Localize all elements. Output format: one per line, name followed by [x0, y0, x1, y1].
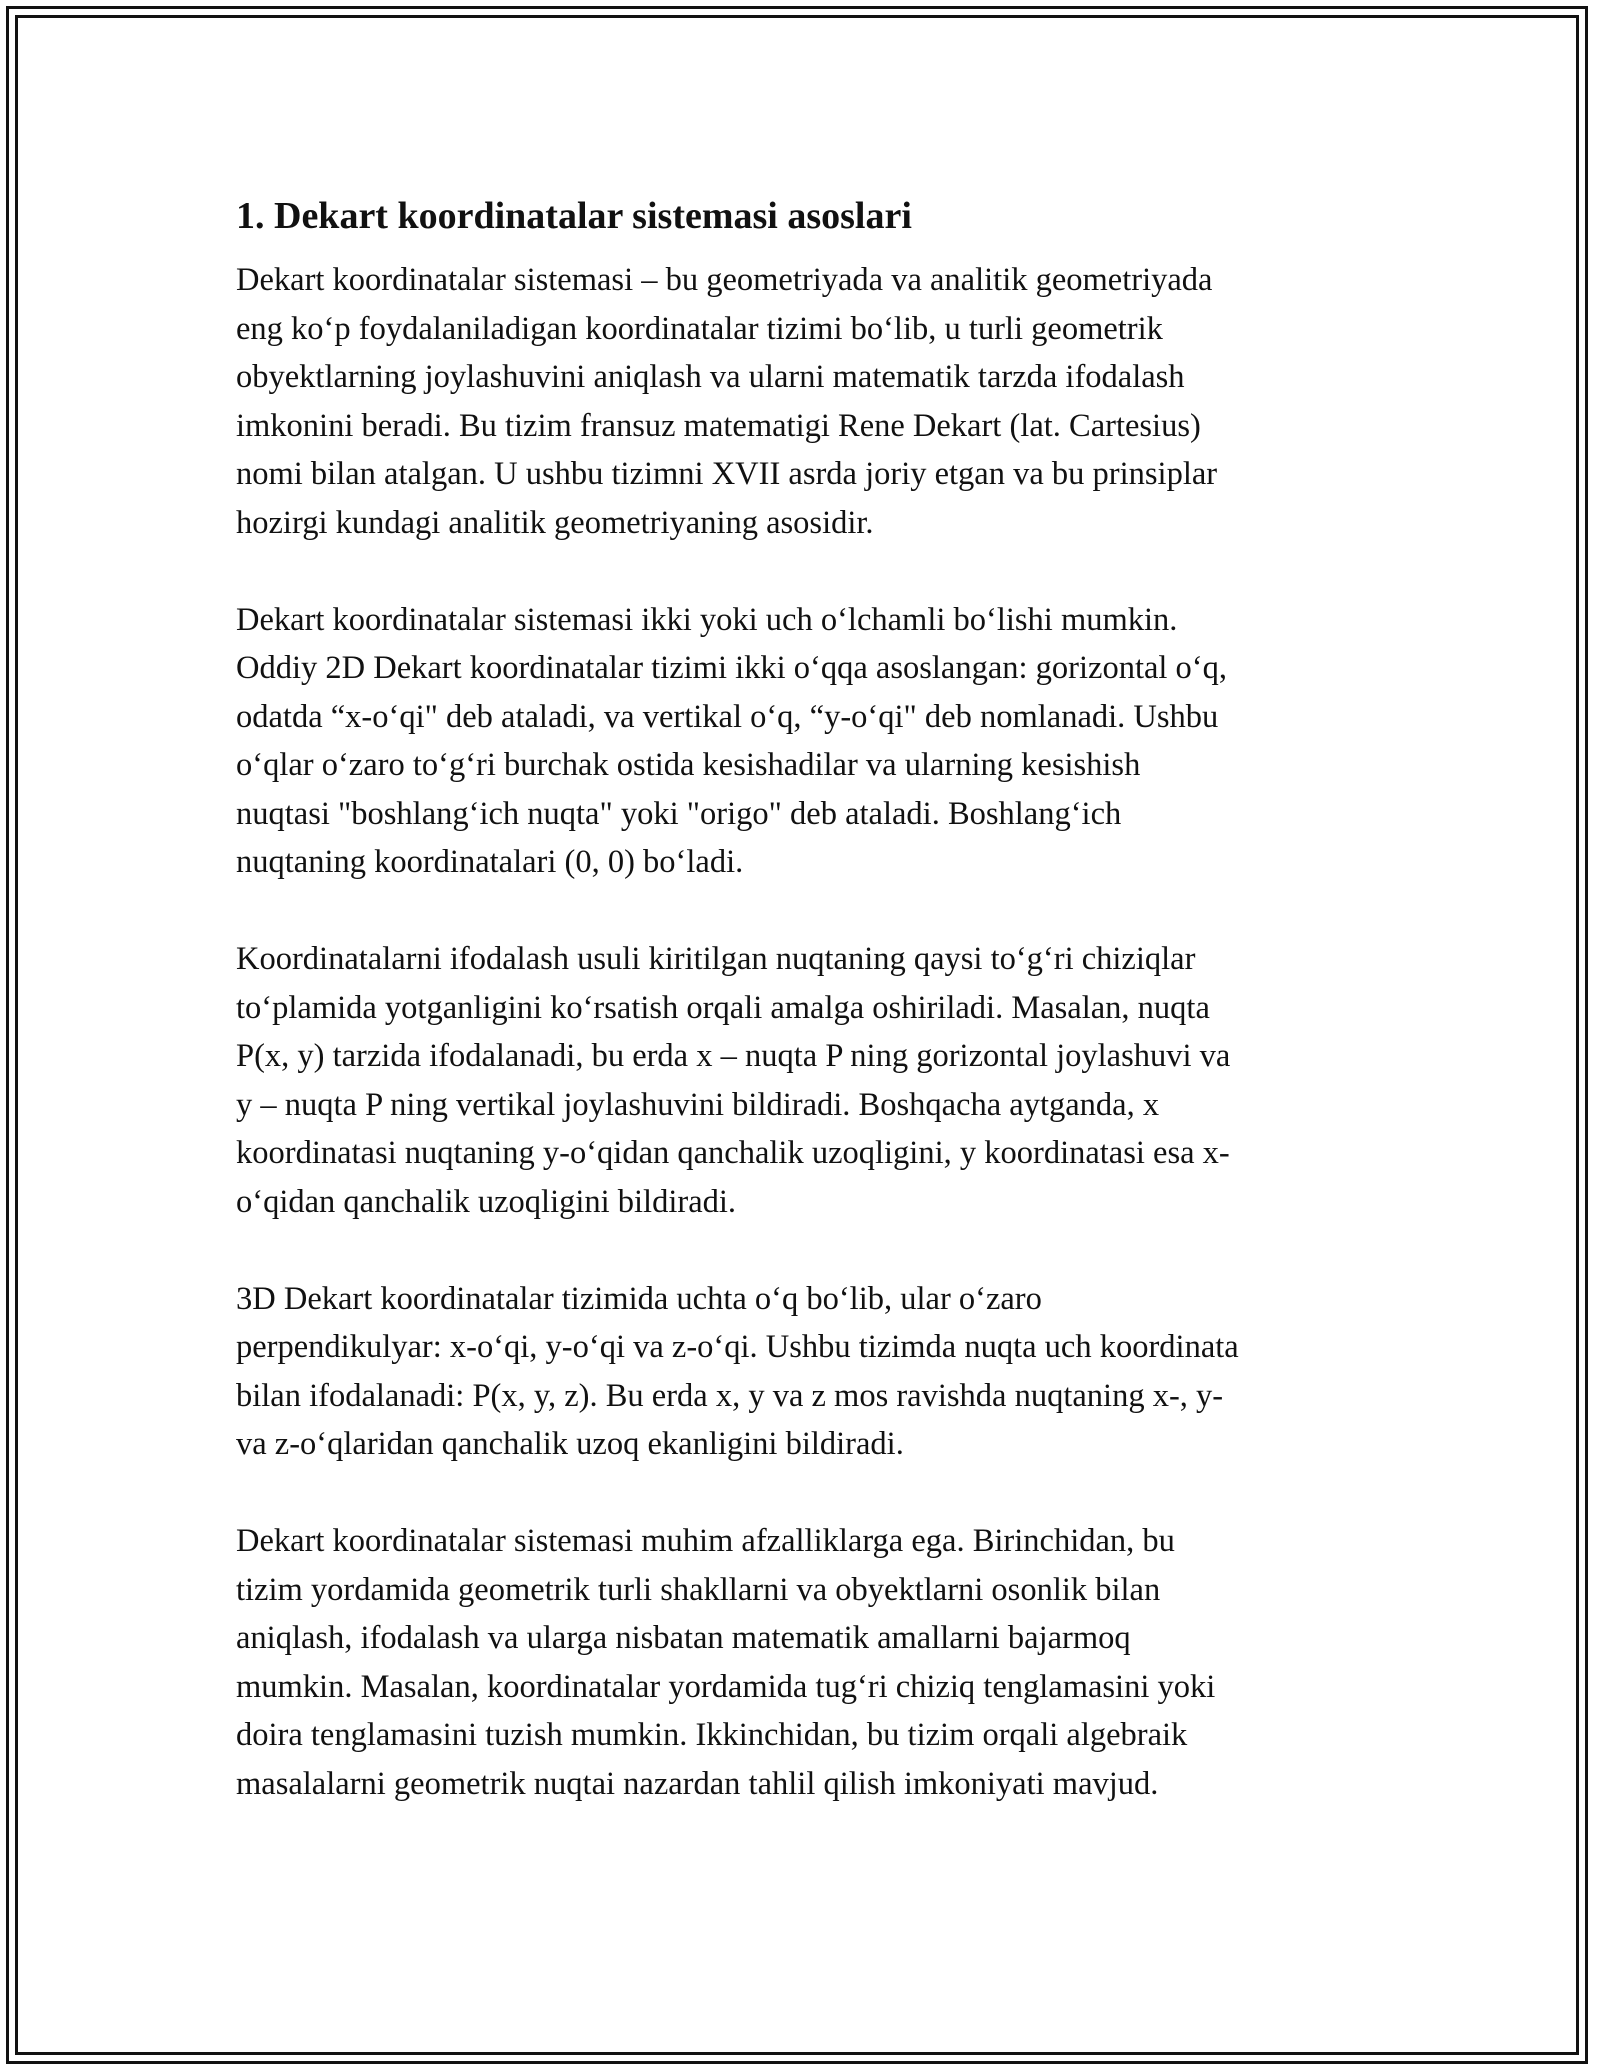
text-line: 3D Dekart koordinatalar tizimida uchta o‘q bo‘lib, ular o‘zaro [236, 1280, 1042, 1317]
document-body [236, 192, 1366, 1857]
text-line: mumkin. Masalan, koordinatalar yordamida tug‘ri chiziq tenglamasini yoki [236, 1668, 1216, 1705]
paragraph-3d-system [236, 1275, 1366, 1469]
paragraph-advantages [236, 1517, 1366, 1808]
text-line: koordinatasi nuqtaning y-o‘qidan qanchalik uzoqligini, y koordinatasi esa x- [236, 1135, 1230, 1171]
text-line: Koordinatalarni ifodalash usuli kiritilgan nuqtaning qaysi to‘g‘ri chiziqlar [236, 941, 1196, 977]
text-line: va z-o‘qlaridan qanchalik uzoq ekanligini bildiradi. [236, 1426, 904, 1462]
text-line: aniqlash, ifodalash va ularga nisbatan matematik amallarni bajarmoq [236, 1620, 1131, 1656]
paragraph-2d-system [236, 596, 1366, 887]
text-line: o‘qlar o‘zaro to‘g‘ri burchak ostida kesishadilar va ularning kesishish [236, 747, 1141, 783]
text-line: nuqtasi "boshlang‘ich nuqta" yoki "origo" deb ataladi. Boshlang‘ich [236, 795, 1122, 832]
text-line: y – nuqta P ning vertikal joylashuvini bildiradi. Boshqacha aytganda, x [236, 1086, 1160, 1123]
paragraph-coordinates [236, 935, 1366, 1226]
text-line: Dekart koordinatalar sistemasi muhim afzalliklarga ega. Birinchidan, bu [236, 1523, 1175, 1559]
text-line: Dekart koordinatalar sistemasi – bu geometriyada va analitik geometriyada [236, 262, 1213, 298]
text-line: Dekart koordinatalar sistemasi ikki yoki uch o‘lchamli bo‘lishi mumkin. [236, 601, 1178, 638]
text-line: tizim yordamida geometrik turli shakllarni va obyektlarni osonlik bilan [236, 1571, 1161, 1608]
text-line: Oddiy 2D Dekart koordinatalar tizimi ikki o‘qqa asoslangan: gorizontal o‘q, [236, 650, 1227, 686]
text-line: doira tenglamasini tuzish mumkin. Ikkinchidan, bu tizim orqali algebraik [236, 1717, 1188, 1753]
text-line: imkonini beradi. Bu tizim fransuz matematigi Rene Dekart (lat. Cartesius) [236, 407, 1201, 444]
text-line: nomi bilan atalgan. U ushbu tizimni XVII asrda joriy etgan va bu prinsiplar [236, 456, 1218, 492]
text-line: to‘plamida yotganligini ko‘rsatish orqali amalga oshiriladi. Masalan, nuqta [236, 989, 1210, 1026]
text-line: o‘qidan qanchalik uzoqligini bildiradi. [236, 1183, 737, 1220]
text-line: nuqtaning koordinatalari (0, 0) bo‘ladi. [236, 844, 744, 880]
text-line: P(x, y) tarzida ifodalanadi, bu erda x – nuqta P ning gorizontal joylashuvi va [236, 1038, 1231, 1074]
section-heading: 1. Dekart koordinatalar sistemasi asoslari [236, 195, 912, 237]
paragraph-intro [236, 256, 1366, 547]
text-line: odatda “x-o‘qi" deb ataladi, va vertikal o‘q, “y-o‘qi" deb nomlanadi. Ushbu [236, 698, 1219, 735]
text-line: eng ko‘p foydalaniladigan koordinatalar tizimi bo‘lib, u turli geometrik [236, 310, 1163, 347]
text-line: perpendikulyar: x-o‘qi, y-o‘qi va z-o‘qi. Ushbu tizimda nuqta uch koordinata [236, 1329, 1239, 1365]
text-line: hozirgi kundagi analitik geometriyaning asosidir. [236, 504, 874, 541]
text-line: obyektlarning joylashuvini aniqlash va ularni matematik tarzda ifodalash [236, 359, 1185, 395]
text-line: masalalarni geometrik nuqtai nazardan tahlil qilish imkoniyati mavjud. [236, 1765, 1159, 1802]
text-line: bilan ifodalanadi: P(x, y, z). Bu erda x, y va z mos ravishda nuqtaning x-, y- [236, 1377, 1224, 1414]
